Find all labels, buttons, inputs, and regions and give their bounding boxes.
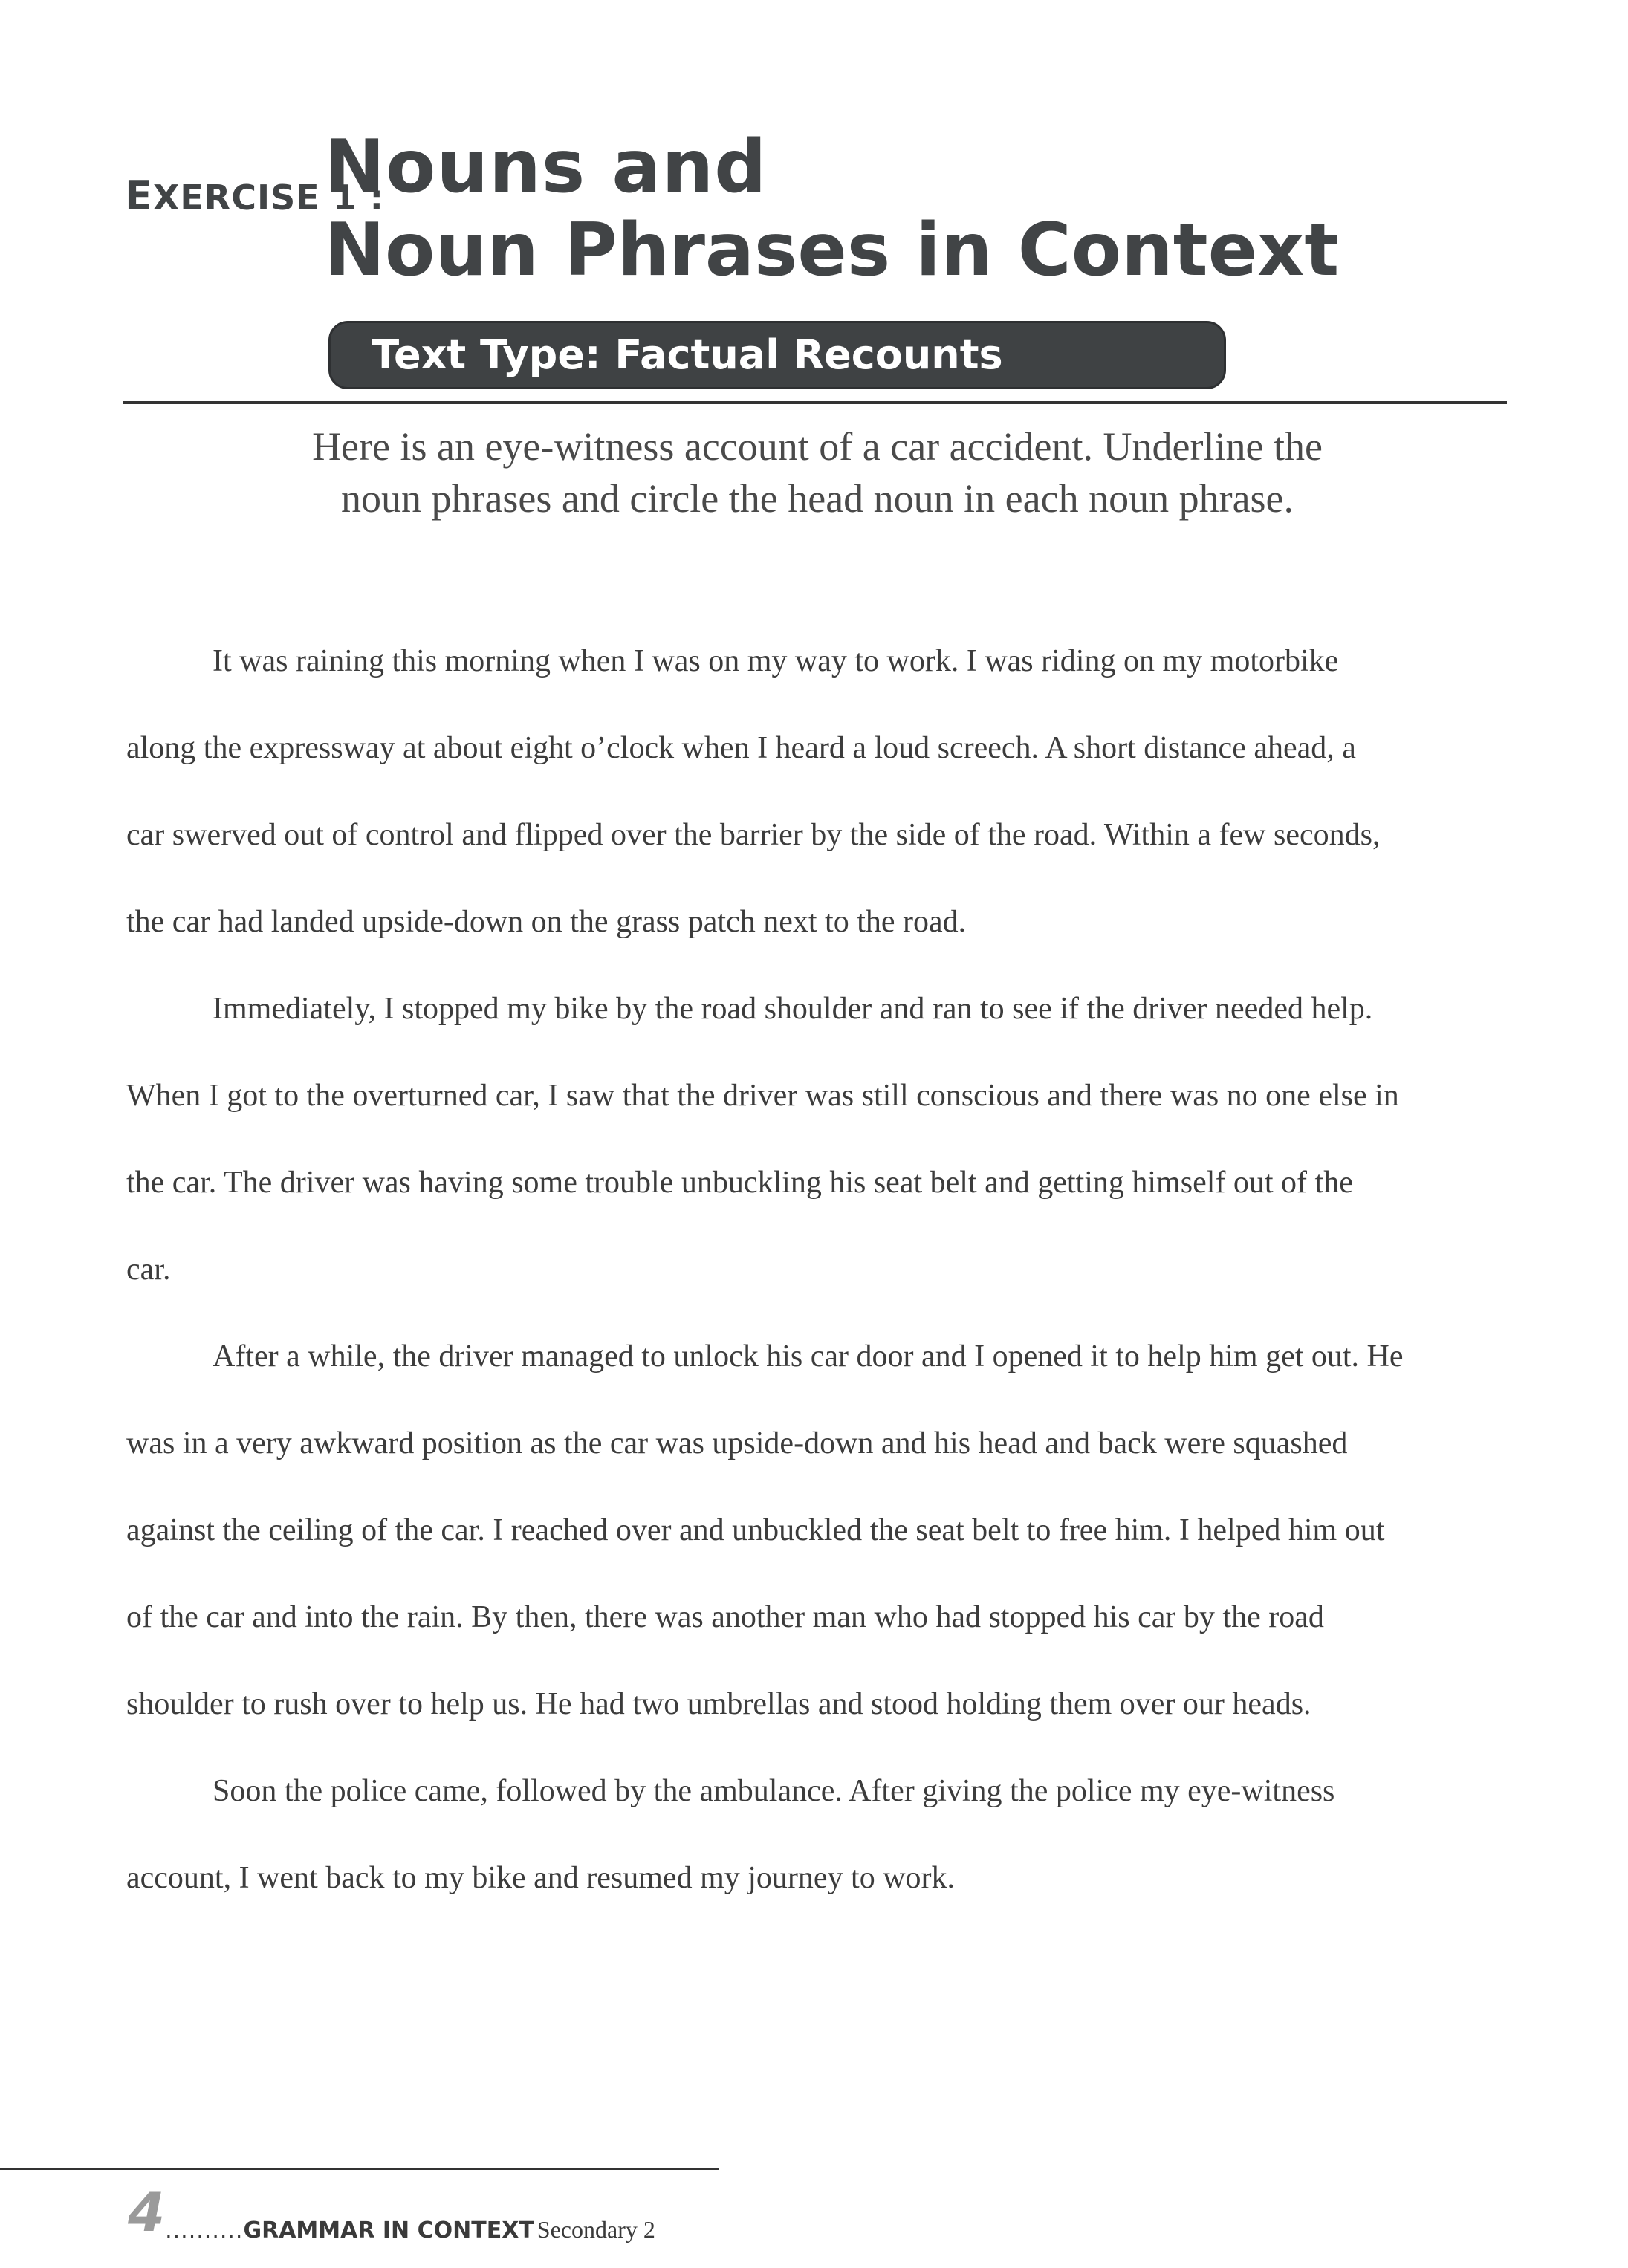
series-level: Secondary 2 — [536, 2216, 655, 2243]
story-line: When I got to the overturned car, I saw that the driver was still conscious and there was no one else in — [126, 1079, 1399, 1113]
story-line: account, I went back to my bike and resumed my journey to work. — [126, 1861, 956, 1895]
exercise-label-rest: XERCISE 1 : — [152, 178, 385, 218]
story-line: Soon the police came, followed by the ambulance. After giving the police my eye-witness — [213, 1774, 1335, 1808]
story-line: car. — [126, 1252, 171, 1287]
text-type-banner — [328, 321, 1226, 389]
footer-dots: .......... — [165, 2217, 244, 2243]
story-line: the car. The driver was having some trouble unbuckling his seat belt and getting himself out of the — [126, 1166, 1353, 1200]
page-number: 4 — [128, 2181, 166, 2243]
series-title: GRAMMAR IN CONTEXT — [243, 2217, 534, 2243]
page-footer — [128, 2181, 655, 2241]
story-line: against the ceiling of the car. I reached over and unbuckled the seat belt to free him. I helped him out — [126, 1513, 1385, 1547]
title-line-2: Noun Phrases in Context — [324, 208, 1340, 293]
story-line: car swerved out of control and flipped over the barrier by the side of the road. Within a few seconds, — [126, 818, 1381, 852]
story-line: was in a very awkward position as the car was upside-down and his head and back were squashed — [126, 1426, 1348, 1460]
story-line: along the expressway at about eight o’clock when I heard a loud screech. A short distance ahead, a — [126, 731, 1356, 765]
story-line: Immediately, I stopped my bike by the road shoulder and ran to see if the driver needed help. — [213, 992, 1373, 1026]
story-line: shoulder to rush over to help us. He had two umbrellas and stood holding them over our heads. — [126, 1687, 1311, 1721]
title-line-1: Nouns and — [324, 125, 768, 209]
story-line: After a while, the driver managed to unlock his car door and I opened it to help him get out. He — [213, 1339, 1404, 1374]
story-line: of the car and into the rain. By then, there was another man who had stopped his car by the road — [126, 1600, 1324, 1634]
instruction-line: Here is an eye-witness account of a car accident. Underline the — [312, 424, 1323, 469]
instructions — [186, 420, 1449, 524]
story-line: the car had landed upside-down on the grass patch next to the road. — [126, 905, 967, 939]
text-type-label: Text Type: Factual Recounts — [372, 331, 1003, 378]
story-line: It was raining this morning when I was on my way to work. I was riding on my motorbike — [213, 644, 1339, 678]
exercise-label-cap: E — [125, 172, 153, 219]
header-divider — [123, 401, 1507, 404]
footer-divider — [0, 2168, 719, 2170]
instruction-line: noun phrases and circle the head noun in each noun phrase. — [340, 476, 1294, 521]
